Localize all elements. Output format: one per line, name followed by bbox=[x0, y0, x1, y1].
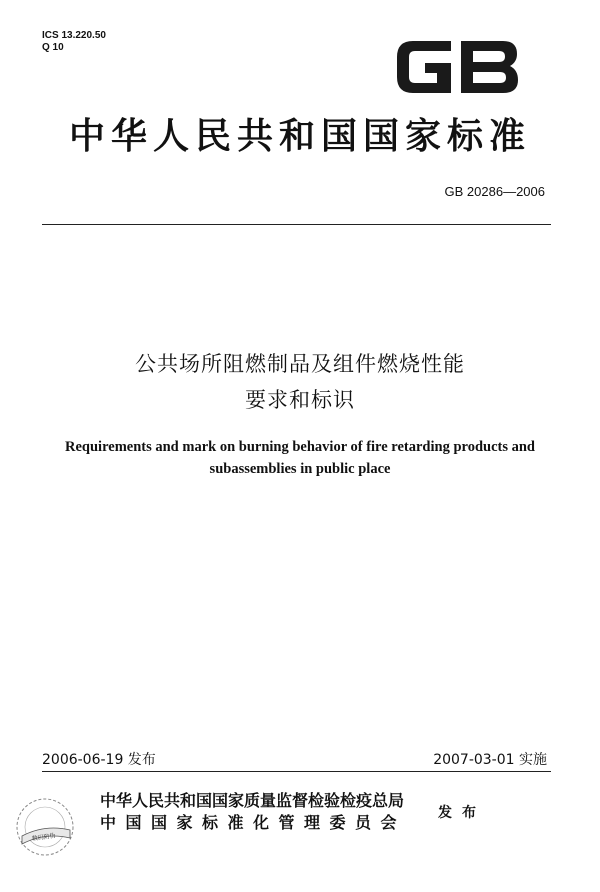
standard-type-heading: 中华人民共和国国家标准 bbox=[68, 115, 531, 157]
title-chinese-line1: 公共场所阻燃制品及组件燃烧性能 bbox=[135, 352, 465, 376]
issue-label: 发布 bbox=[438, 805, 486, 821]
issuer-sac: 中国国家标准化管理委员会 bbox=[100, 813, 407, 832]
title-chinese bbox=[0, 346, 600, 418]
issuing-authorities bbox=[100, 790, 406, 834]
anti-counterfeit-stamp-icon bbox=[14, 796, 76, 858]
standard-number: GB 20286—2006 bbox=[444, 184, 545, 199]
issuer-aqsiq: 中华人民共和国国家质量监督检验检疫总局 bbox=[100, 791, 405, 810]
title-english-line1: Requirements and mark on burning behavior of fire retarding products and bbox=[65, 439, 535, 455]
title-chinese-line2: 要求和标识 bbox=[245, 388, 355, 412]
issue-date: 2006-06-19 发布 bbox=[42, 752, 156, 768]
ccs-code: Q 10 bbox=[42, 42, 64, 53]
ics-code: ICS 13.220.50 bbox=[42, 30, 106, 41]
title-english-line2: subassemblies in public place bbox=[209, 461, 391, 477]
bottom-divider bbox=[42, 771, 551, 772]
implementation-date: 2007-03-01 实施 bbox=[433, 752, 547, 768]
title-english bbox=[30, 436, 570, 480]
top-divider bbox=[42, 224, 551, 225]
svg-text:数码防伪: 数码防伪 bbox=[31, 832, 57, 843]
classification-codes bbox=[42, 30, 106, 54]
gb-logo-icon bbox=[393, 37, 521, 97]
